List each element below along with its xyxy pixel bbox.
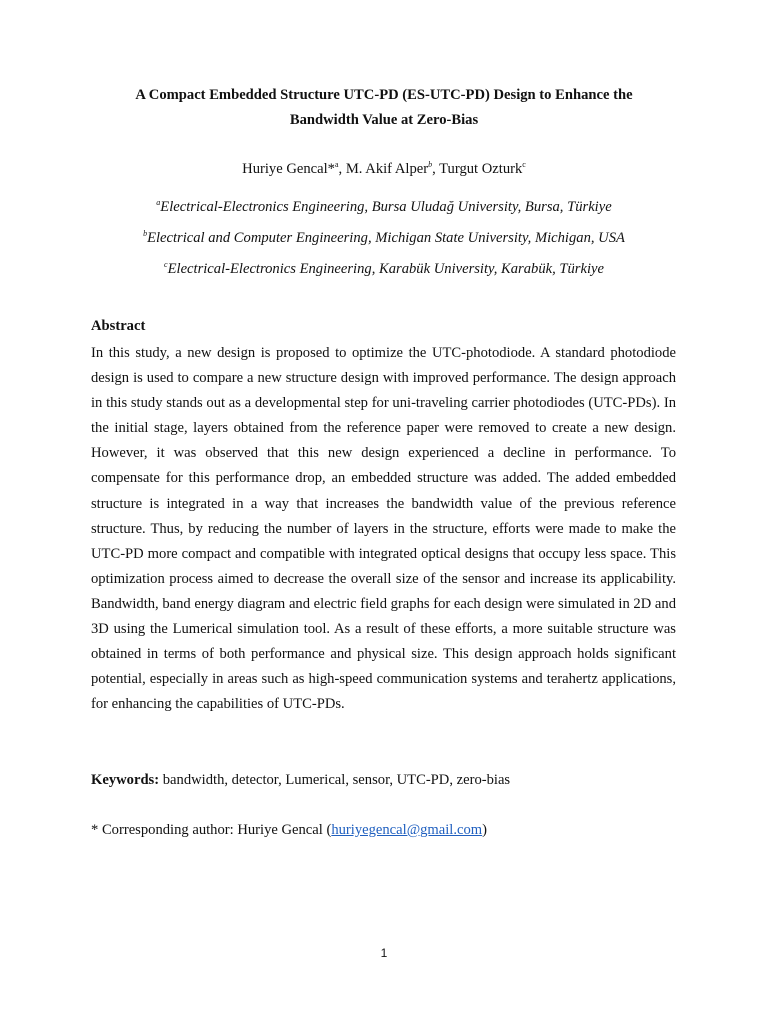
affiliation-a <box>0 197 768 217</box>
affiliation-b <box>0 228 768 248</box>
abstract-heading: Abstract <box>91 318 146 334</box>
email-link[interactable]: huriyegencal@gmail.com <box>331 822 483 838</box>
affiliation-text: Electrical-Electronics Engineering, Karabük University, Karabük, Türkiye <box>167 261 604 277</box>
corresponding-author-line <box>91 819 676 841</box>
author-affiliation-mark: c <box>522 160 526 169</box>
author-name: M. Akif Alper <box>345 161 429 177</box>
author-affiliation-mark: a <box>334 160 339 169</box>
keywords-label: Keywords: <box>91 772 160 788</box>
author-affiliation-mark: b <box>428 160 433 169</box>
author-name: Huriye Gencal* <box>242 161 335 177</box>
author-separator: , <box>338 161 346 177</box>
page-number: 1 <box>380 946 388 960</box>
author-separator: , <box>432 161 440 177</box>
affiliation-mark: c <box>164 260 168 269</box>
corresponding-suffix: ) <box>482 822 488 838</box>
author-name: Turgut Ozturk <box>439 161 523 177</box>
affiliation-text: Electrical-Electronics Engineering, Bursa Uludağ University, Bursa, Türkiye <box>160 199 612 215</box>
paper-title: A Compact Embedded Structure UTC-PD (ES-UTC-PD) Design to Enhance the Bandwidth Value at Zero-Bias <box>135 87 633 128</box>
keywords-text: bandwidth, detector, Lumerical, sensor, UTC-PD, zero-bias <box>159 772 511 788</box>
author-list <box>0 158 768 180</box>
corresponding-prefix: * Corresponding author: Huriye Gencal ( <box>91 822 332 838</box>
affiliation-mark: a <box>156 198 161 207</box>
affiliation-c <box>0 259 768 279</box>
affiliation-mark: b <box>143 229 148 238</box>
keywords-line <box>91 769 676 791</box>
abstract-body: In this study, a new design is proposed to optimize the UTC-photodiode. A standard photodiode design is used to compare a new structure design with improved performance. The design approach in this study stands out as a developmental step for uni-traveling carrier photodiodes (UTC-PDs). In the initial stage, layers obtained from the reference paper were removed to create a new design. However, it was observed that this new design experienced a decline in performance. To compensate for this performance drop, an embedded structure was added. The added embedded structure is integrated in a way that increases the bandwidth value of the previous reference structure. Thus, by reducing the number of layers in the structure, efforts were made to make the UTC-PD more compact and compatible with integrated optical designs that occupy less space. This optimization process aimed to decrease the overall size of the sensor and increase its applicability. Bandwidth, band energy diagram and electric field graphs for each design were simulated in 2D and 3D using the Lumerical simulation tool. As a result of these efforts, a more suitable structure was obtained in terms of both performance and physical size. This design approach holds significant potential, especially in areas such as high-speed communication systems and terahertz applications, for enhancing the capabilities of UTC-PDs. <box>91 345 676 713</box>
affiliation-text: Electrical and Computer Engineering, Michigan State University, Michigan, USA <box>147 230 625 246</box>
